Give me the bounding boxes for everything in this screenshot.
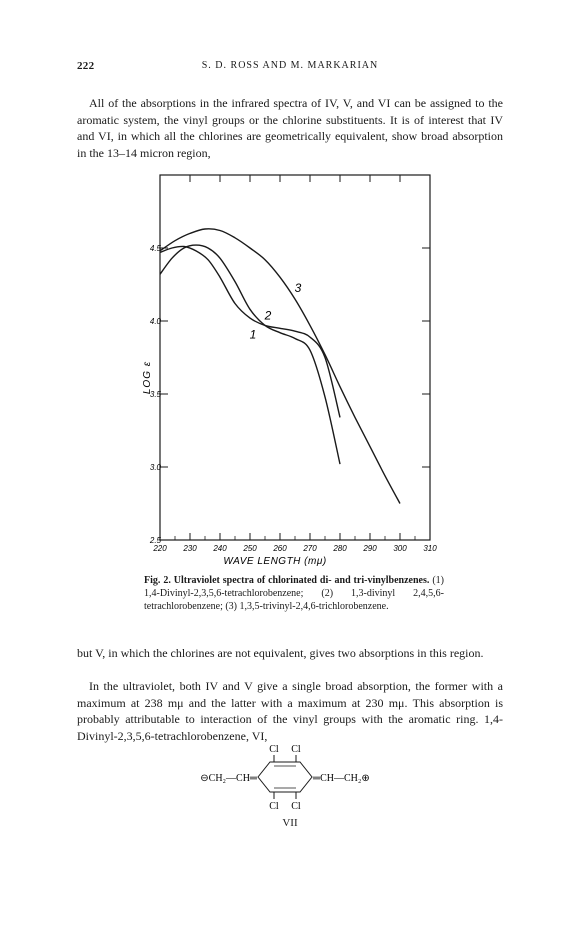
series-line-1 [160, 245, 340, 464]
structure-label: VII [282, 817, 298, 829]
cl-top-left: Cl [269, 744, 279, 755]
paragraph-2: but V, in which the chlorines are not equivalent, gives two absorptions in this region. [77, 646, 484, 660]
structure-diagram [190, 742, 390, 822]
x-axis-label: WAVE LENGTH (mμ) [223, 556, 327, 567]
uv-spectra-chart [140, 160, 440, 570]
x-tick-label: 310 [423, 544, 437, 553]
figure-caption [144, 574, 444, 613]
y-tick-label: 3.0 [149, 463, 161, 472]
y-tick-label: 3.5 [149, 390, 161, 399]
x-tick-label: 290 [363, 544, 377, 553]
x-tick-label: 240 [213, 544, 227, 553]
x-tick-label: 270 [303, 544, 317, 553]
benzene-ring [258, 762, 312, 792]
page-number: 222 [77, 60, 95, 72]
x-tick-label: 280 [333, 544, 347, 553]
cl-top-right: Cl [291, 744, 301, 755]
x-tick-label: 250 [243, 544, 257, 553]
x-tick-label: 260 [273, 544, 287, 553]
right-vinyl-group: ═CH—CH₂⊕ [313, 773, 370, 784]
series-line-3 [160, 229, 400, 504]
x-tick-label: 300 [393, 544, 407, 553]
series-label: 3 [294, 280, 302, 295]
caption-text: (1) 1,4-Divinyl-2,3,5,6-tetrachlorobenzene; (2) 1,3-divinyl 2,4,5,6-tetrachlorobenzene; (3) 1,3,5-trivinyl-2,4,6-trichlorobenzene. [144, 575, 444, 612]
running-head: S. D. ROSS AND M. MARKARIAN [201, 60, 379, 71]
series-label: 2 [264, 308, 272, 323]
figure [140, 160, 440, 570]
left-vinyl-group: ⊖CH₂—CH═ [200, 773, 257, 784]
y-tick-label: 4.5 [149, 244, 161, 253]
series-label: 1 [249, 327, 257, 342]
y-tick-label: 4.0 [149, 317, 161, 326]
y-axis-label: LOG ε [142, 360, 153, 395]
cl-bottom-left: Cl [269, 801, 279, 812]
paragraph-3: In the ultraviolet, both IV and V give a single broad absorption, the former with a maximum at 238 mμ and the latter with a maximum at 230 mμ. This absorption is probably attributable to interaction of the vinyl groups with the aromatic ring. 1,4-Divinyl-2,3,5,6-tetrachlorobenzene, VI, [77, 679, 503, 743]
paragraph-1: All of the absorptions in the infrared spectra of IV, V, and VI can be assigned to the aromatic system, the vinyl groups or the chlorine substituents. It is of interest that IV and VI, in which all the chlorines are geometrically equivalent, show broad absorption in the 13–14 micron region, [77, 96, 503, 160]
x-tick-label: 230 [183, 544, 197, 553]
cl-bottom-right: Cl [291, 801, 301, 812]
caption-label: Fig. 2. Ultraviolet spectra of chlorinated di- and tri-vinylbenzenes. [144, 575, 430, 586]
x-tick-label: 220 [153, 544, 167, 553]
y-tick-label: 2.5 [149, 536, 161, 545]
